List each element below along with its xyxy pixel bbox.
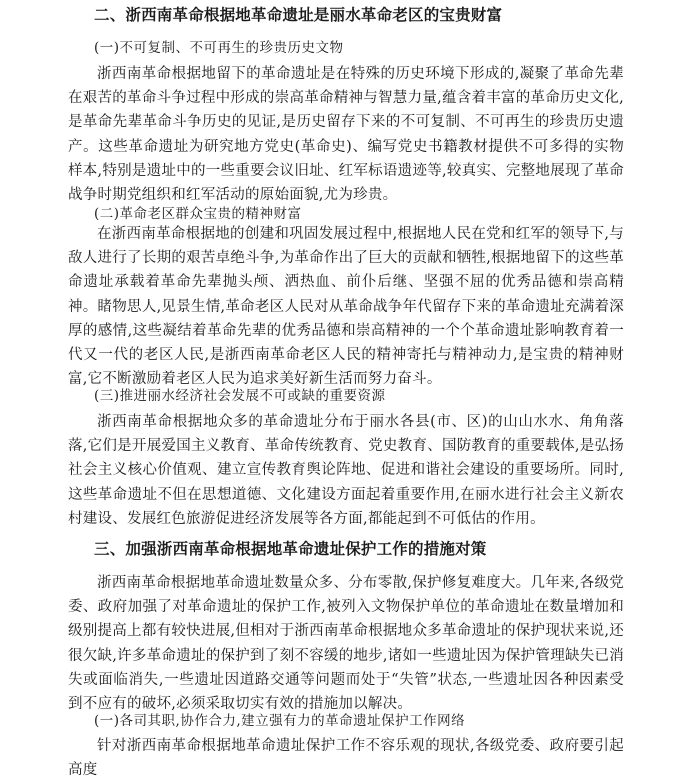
section-3-paragraph-1: 浙西南革命根据地革命遗址数量众多、分布零散,保护修复难度大。几年来,各级党委、政府加强了对革命遗址的保护工作,被列入文物保护单位的革命遗址在数量增加和级别提高上都有较快进展,但相对于浙西南革命根据地众多革命遗址的保护现状来说,还很欠缺,许多革命遗址的保护到了刻不容缓的地步,诸如一些遗址因为保护管理缺失已消失或面临消失,一些遗址因道路交通等问题而处于“失管”状态,一些遗址因各种因素受到不应有的破坏,必须采取切实有效的措施加以解决。 (68, 575, 624, 713)
subsection-3-1-heading: (一)各司其职,协作合力,建立强有力的革命遗址保护工作网络 (94, 713, 466, 729)
subsection-2-2-heading: (二)革命老区群众宝贵的精神财富 (94, 206, 302, 222)
section-3-paragraph-2: 针对浙西南革命根据地革命遗址保护工作不容乐观的现状,各级党委、政府要引起高度 (68, 738, 624, 779)
section-2-paragraph-1: 浙西南革命根据地留下的革命遗址是在特殊的历史环境下形成的,凝聚了革命先辈在艰苦的革命斗争过程中形成的崇高革命精神与智慧力量,蕴含着丰富的革命历史文化,是革命先辈革命斗争历史的见证,是历史留存下来的不可复制、不可再生的珍贵历史遗产。这些革命遗址为研究地方党史(革命史)、编写党史书籍教材提供不可多得的实物样本,特别是遗址中的一些重要会议旧址、红军标语遗迹等,较真实、完整地展现了革命战争时期党组织和红军活动的原始面貌,尤为珍贵。 (68, 66, 624, 204)
section-3-heading: 三、加强浙西南革命根据地革命遗址保护工作的措施对策 (94, 540, 487, 558)
section-2-paragraph-2: 在浙西南革命根据地的创建和巩固发展过程中,根据地人民在党和红军的领导下,与敌人进行了长期的艰苦卓绝斗争,为革命作出了巨大的贡献和牺牲,根据地留下的这些革命遗址承载着革命先辈抛头颅、洒热血、前仆后继、坚强不屈的优秀品德和崇高精神。睹物思人,见景生情,革命老区人民对从革命战争年代留存下来的革命遗址充满着深厚的感情,这些凝结着革命先辈的优秀品德和崇高精神的一个个革命遗址影响教育着一代又一代的老区人民,是浙西南革命老区人民的精神寄托与精神动力,是宝贵的精神财富,它不断激励着老区人民为追求美好新生活而努力奋斗。 (68, 226, 624, 388)
section-2-paragraph-3: 浙西南革命根据地众多的革命遗址分布于丽水各县(市、区)的山山水水、角角落落,它们是开展爱国主义教育、革命传统教育、党史教育、国防教育的重要载体,是弘扬社会主义核心价值观、建立宣传教育舆论阵地、促进和谐社会建设的重要场所。同时,这些革命遗址不但在思想道德、文化建设方面起着重要作用,在丽水进行社会主义新农村建设、发展红色旅游促进经济发展等各方面,都能起到不可低估的作用。 (68, 414, 624, 527)
subsection-2-3-heading: (三)推进丽水经济社会发展不可或缺的重要资源 (94, 388, 386, 404)
subsection-2-1-heading: (一)不可复制、不可再生的珍贵历史文物 (94, 40, 344, 56)
section-2-heading: 二、浙西南革命根据地革命遗址是丽水革命老区的宝贵财富 (94, 6, 503, 24)
